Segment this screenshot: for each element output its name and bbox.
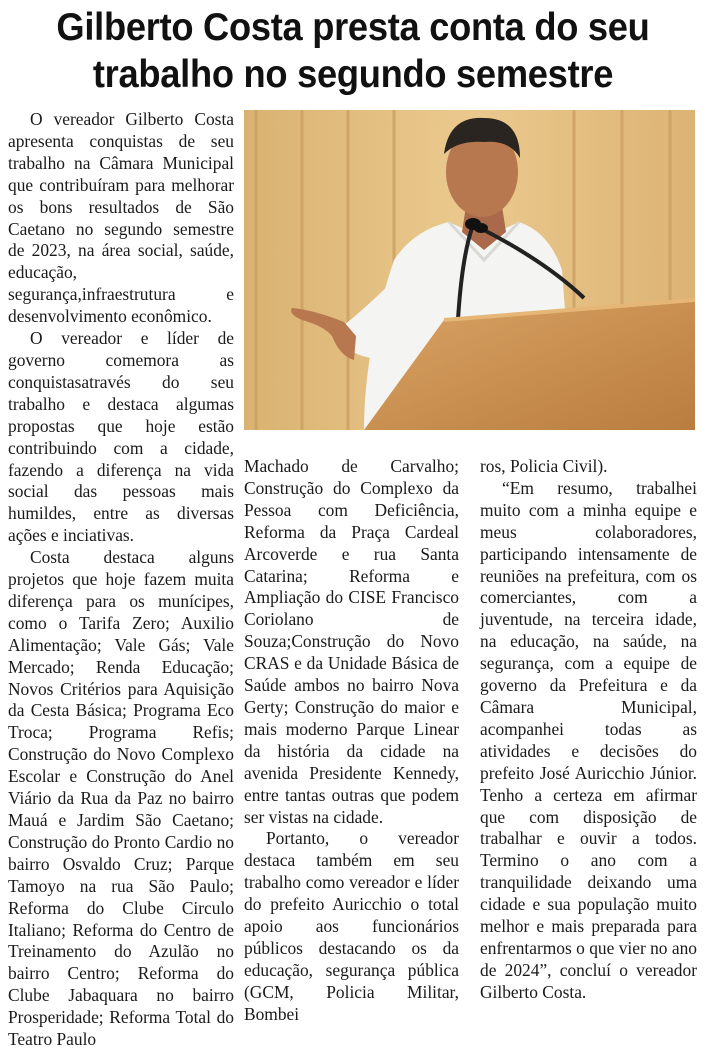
article-column-3 [480,456,697,1004]
headline [25,4,682,98]
paragraph: ros, Policia Civil). [480,456,608,476]
paragraph: O vereador e líder de governo comemora as conquistasatravés do seu trabalho e destaca algumas propostas que hoje estão contribuindo com a cidade, fazendo a diferença na vida social das pessoas mais humildes, entre as diversas ações e inciativas. [8,328,234,546]
article-column-1 [8,109,234,1051]
headline-line-1: Gilberto Costa presta conta do seu [56,6,650,49]
paragraph: Portanto, o vereador destaca também em seu trabalho como vereador e líder do prefeito Auricchio o total apoio aos funcionários públicos destacando os da educação, segurança pública (GCM, Policia Militar, Bombei [244,828,459,1024]
paragraph: O vereador Gilberto Costa apresenta conquistas de seu trabalho na Câmara Municipal que contribuíram para melhorar os bons resultados de São Caetano no segundo semestre de 2023, na área social, saúde, educação, segurança,infraestrutura e desenvolvimento econômico. [8,109,234,327]
paragraph: Costa destaca alguns projetos que hoje fazem muita diferença para os munícipes, como o Tarifa Zero; Auxilio Alimentação; Vale Gás; Vale Mercado; Renda Educação; Novos Critérios para Aquisição da Cesta Básica; Programa Eco Troca; Programa Refis; Construção do Novo Complexo Escolar e Construção do Anel Viário da Rua da Paz no bairro Mauá e Jardim São Caetano; Construção do Pronto Cardio no bairro Osvaldo Cruz; Parque Tamoyo na rua São Paulo; Reforma do Clube Circulo Italiano; Reforma do Centro de Treinamento do Azulão no bairro Centro; Reforma do Clube Jabaquara no bairro Prosperidade; Reforma Total do Teatro Paulo [8,547,234,1050]
paragraph: Machado de Carvalho; Construção do Complexo da Pessoa com Deficiência, Reforma da Praça Cardeal Arcoverde e rua Santa Catarina; Reforma e Ampliação do CISE Francisco Coriolano de Souza;Construção do Novo CRAS e da Unidade Básica de Saúde ambos no bairro Nova Gerty; Construção do maior e mais moderno Parque Linear da história da cidade na avenida Presidente Kennedy, entre tantas outras que podem ser vistas na cidade. [244,456,459,827]
paragraph: “Em resumo, trabalhei muito com a minha equipe e meus colaboradores, participando intensamente de reuniões na prefeitura, com os comerciantes, com a juventude, na terceira idade, na educação, na saúde, na segurança, com a equipe de governo da Prefeitura e da Câmara Municipal, acompanhei todas as atividades e decisões do prefeito José Auricchio Júnior. Tenho a certeza em afirmar que com disposição de trabalhar e ouvir a todos. Termino o ano com a tranquilidade deixando uma cidade e sua população muito melhor e mais preparada para enfrentarmos o que vier no ano de 2024”, concluí o vereador Gilberto Costa. [480,477,697,1002]
article-column-2 [244,456,459,1026]
speaker-photo [244,110,695,430]
headline-line-2: trabalho no segundo semestre [92,53,614,96]
